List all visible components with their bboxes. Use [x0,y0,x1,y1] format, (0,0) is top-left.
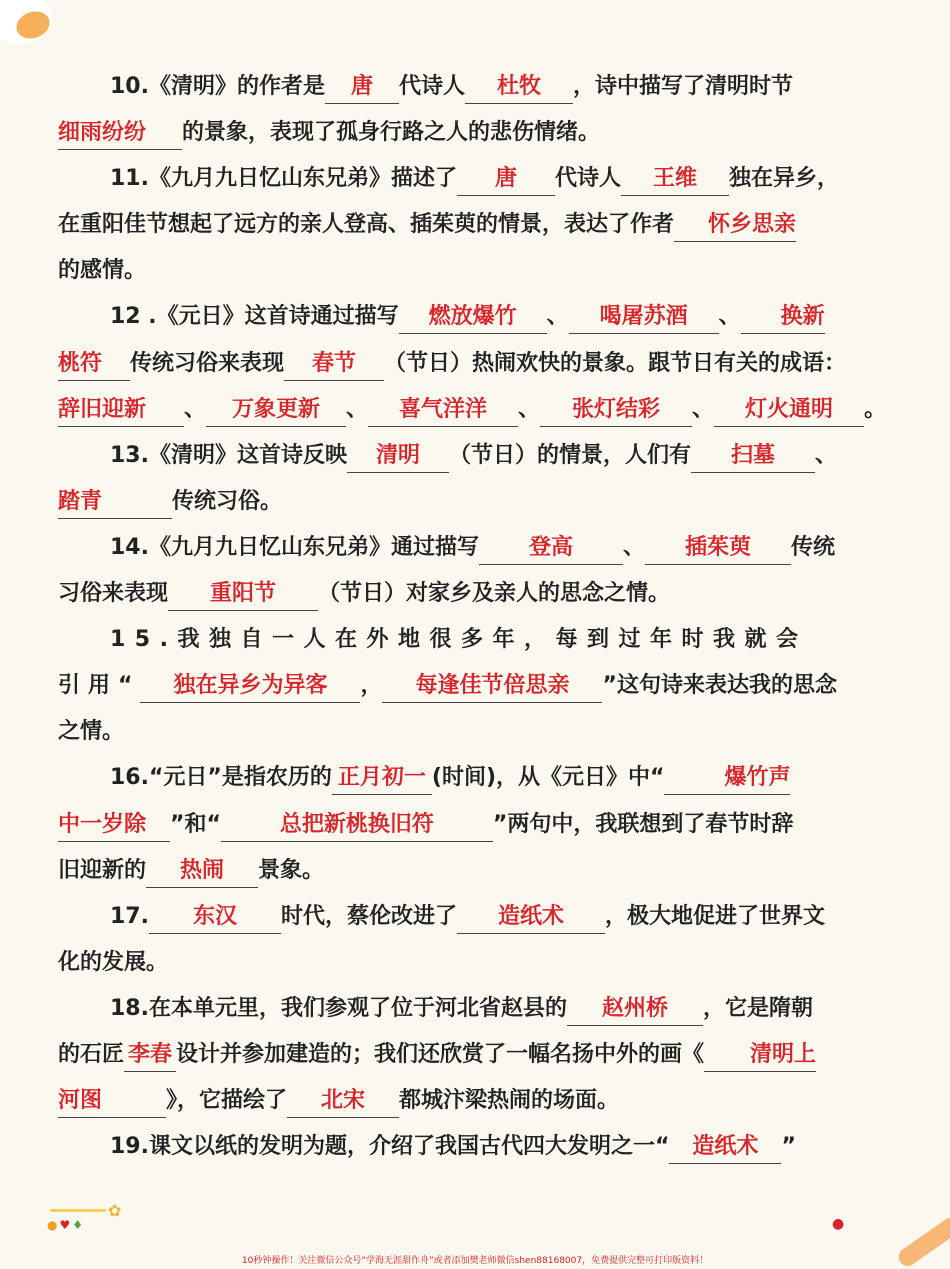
q12-line-3: 辞旧迎新 、 万象更新 、 喜气洋洋 、 张灯结彩 、 灯火通明 。 [58,387,893,433]
q18-line-1: 18.在本单元里，我们参观了位于河北省赵县的 赵州桥 ，它是隋朝 [58,986,893,1032]
q12-line-2: 桃符 传统习俗来表现 春节 （节日）热闹欢快的景象。跟节日有关的成语： [58,341,893,387]
q16-answer-time: 正月初一 [332,762,432,795]
q11-answer-poet: 王维 [621,163,729,196]
q16-answer-verse-1a: 爆竹声 [664,762,790,795]
q11-line-3: 的感情。 [58,258,147,284]
q12-idiom-4: 张灯结彩 [540,394,692,427]
q14-answer-custom-1: 登高 [479,532,623,565]
q14-answer-festival: 重阳节 [168,578,318,611]
q14-line-1: 14.《九月九日忆山东兄弟》通过描写 登高 、 插茱萸 传统 [58,525,893,571]
q12-idiom-2: 万象更新 [206,394,346,427]
q13-answer-festival: 清明 [347,440,449,473]
q14-answer-custom-2: 插茱萸 [645,532,791,565]
q17-line-1: 17. 东汉 时代，蔡伦改进了 造纸术 ，极大地促进了世界文 [58,894,893,940]
q12-idiom-3: 喜气洋洋 [368,394,518,427]
q11-line-1: 11.《九月九日忆山东兄弟》描述了 唐 代诗人 王维 独在异乡， [58,156,893,202]
q18-answer-bridge: 赵州桥 [567,993,703,1026]
q15-line-3: 之情。 [58,719,125,745]
q10-line-1: 10.《清明》的作者是 唐 代诗人 杜牧 ，诗中描写了清明时节 [58,64,893,110]
q11-answer-feeling: 怀乡思亲 [674,209,796,242]
q18-answer-painting-b: 河图 [58,1085,166,1118]
q10-answer-dynasty: 唐 [325,71,399,104]
q11-line-2: 在重阳佳节想起了远方的亲人登高、插茱萸的情景，表达了作者 怀乡思亲 [58,202,893,248]
q14-line-2: 习俗来表现 重阳节 （节日）对家乡及亲人的思念之情。 [58,571,893,617]
q18-line-3: 河图 》，它描绘了 北宋 都城汴梁热闹的场面。 [58,1078,893,1124]
q11-answer-dynasty: 唐 [457,163,555,196]
decorative-footer-line [50,1209,106,1212]
q15-line-1: 15.我独自一人在外地很多年，每到过年时我就会 [110,627,808,653]
q18-answer-dynasty: 北宋 [287,1085,399,1118]
footer-note: 10秒钟操作！关注微信公众号“学海无涯甜作舟”或者添加樊老师微信shen88168007，免费提供完整可打印版资料！ [241,1256,709,1266]
q12-idiom-5: 灯火通明 [714,394,864,427]
q10-answer-scene: 细雨纷纷 [58,117,182,150]
q10-line-2: 细雨纷纷 的景象，表现了孤身行路之人的悲伤情绪。 [58,110,893,156]
q19-answer-invention: 造纸术 [669,1131,781,1164]
q15-line-2: 引用“ 独在异乡为异客 ， 每逢佳节倍思亲 ”这句诗来表达我的思念 [58,663,893,709]
flower-icon: ✿ [108,1201,122,1220]
q18-line-2: 的石匠 李春 设计并参加建造的；我们还欣赏了一幅名扬中外的画《 清明上 [58,1032,893,1078]
q12-idiom-1: 辞旧迎新 [58,394,184,427]
q16-answer-scene: 热闹 [146,855,258,888]
q13-answer-custom-2: 踏青 [58,486,172,519]
q13-answer-custom-1: 扫墓 [691,440,815,473]
question-list [58,64,893,1170]
q17-answer-invention: 造纸术 [457,901,605,934]
q12-answer-3b: 桃符 [58,348,130,381]
q12-answer-1: 燃放爆竹 [399,301,547,334]
q12-answer-2: 喝屠苏酒 [569,301,719,334]
q13-line-2: 踏青 传统习俗。 [58,479,893,525]
apple-icon: ● [832,1216,845,1232]
q19-line-1: 19.课文以纸的发明为题，介绍了我国古代四大发明之一“ 造纸术 ” [58,1124,893,1170]
q16-line-2: 中一岁除 ”和“ 总把新桃换旧符 ”两句中，我联想到了春节时辞 [58,802,893,848]
q18-answer-painting-a: 清明上 [704,1039,816,1072]
q10-answer-poet: 杜牧 [465,71,573,104]
q12-answer-3a: 换新 [741,301,825,334]
q13-line-1: 13.《清明》这首诗反映 清明 （节日）的情景，人们有 扫墓 、 [58,433,893,479]
q16-line-3: 旧迎新的 热闹 景象。 [58,848,893,894]
q18-answer-craftsman: 李春 [124,1039,176,1072]
q16-line-1: 16.“元日”是指农历的 正月初一 (时间)，从《元日》中“ 爆竹声 [58,755,893,801]
q16-answer-verse-1b: 中一岁除 [58,809,170,842]
q17-line-2: 化的发展。 [58,949,169,975]
q12-line-1: 12 .《元日》这首诗通过描写 燃放爆竹 、 喝屠苏酒 、 换新 [58,294,893,340]
q15-answer-line-1: 独在异乡为异客 [140,670,360,703]
q12-answer-festival: 春节 [284,348,384,381]
q15-answer-line-2: 每逢佳节倍思亲 [382,670,602,703]
q16-answer-verse-2: 总把新桃换旧符 [221,809,493,842]
q17-answer-era: 东汉 [149,901,281,934]
fruits-icon: ●♥♦ [47,1218,86,1232]
